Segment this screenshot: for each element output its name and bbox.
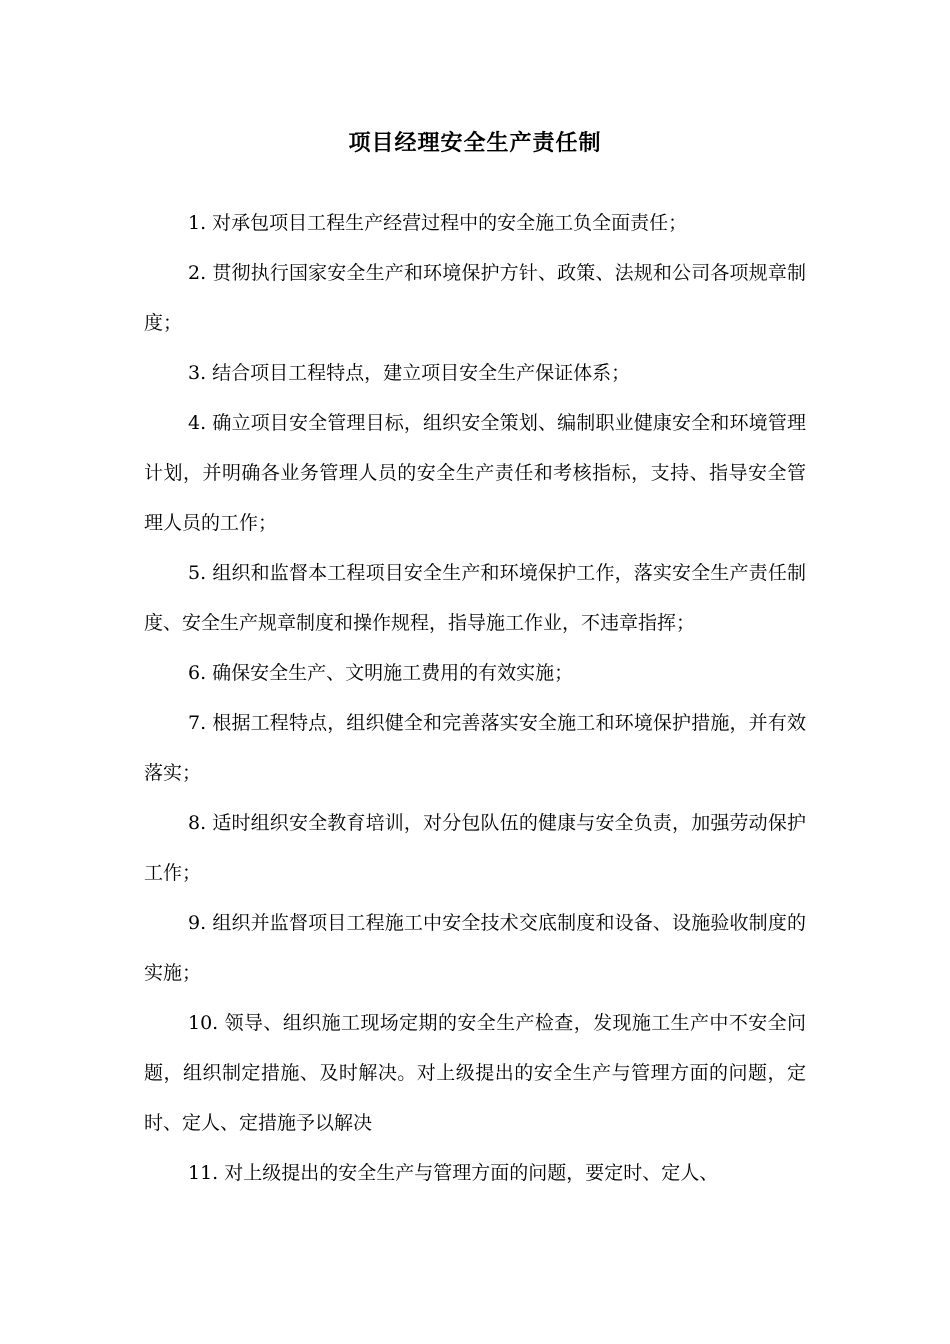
paragraph-6: 6. 确保安全生产、文明施工费用的有效实施； (188, 662, 574, 684)
document-body (144, 198, 806, 1198)
paragraph-2: 2. 贯彻执行国家安全生产和环境保护方针、政策、法规和公司各项规章制度； (144, 262, 806, 334)
page-title: 项目经理安全生产责任制 (348, 131, 602, 156)
paragraph-8: 8. 适时组织安全教育培训，对分包队伍的健康与安全负责，加强劳动保护工作； (144, 812, 806, 884)
paragraph-1: 1. 对承包项目工程生产经营过程中的安全施工负全面责任； (188, 212, 688, 234)
paragraph-5: 5. 组织和监督本工程项目安全生产和环境保护工作，落实安全生产责任制度、安全生产规章制度和操作规程，指导施工作业，不违章指挥； (144, 562, 806, 634)
paragraph-4: 4. 确立项目安全管理目标，组织安全策划、编制职业健康安全和环境管理计划，并明确各业务管理人员的安全生产责任和考核指标，支持、指导安全管理人员的工作； (144, 412, 806, 534)
paragraph-7: 7. 根据工程特点，组织健全和完善落实安全施工和环境保护措施，并有效落实； (144, 712, 806, 784)
paragraph-10: 10. 领导、组织施工现场定期的安全生产检查，发现施工生产中不安全问题，组织制定措施、及时解决。对上级提出的安全生产与管理方面的问题，定时、定人、定措施予以解决 (144, 1012, 806, 1134)
paragraph-9: 9. 组织并监督项目工程施工中安全技术交底制度和设备、设施验收制度的实施； (144, 912, 806, 984)
paragraph-11: 11. 对上级提出的安全生产与管理方面的问题，要定时、定人、 (188, 1162, 719, 1184)
paragraph-3: 3. 结合项目工程特点，建立项目安全生产保证体系； (188, 362, 631, 384)
